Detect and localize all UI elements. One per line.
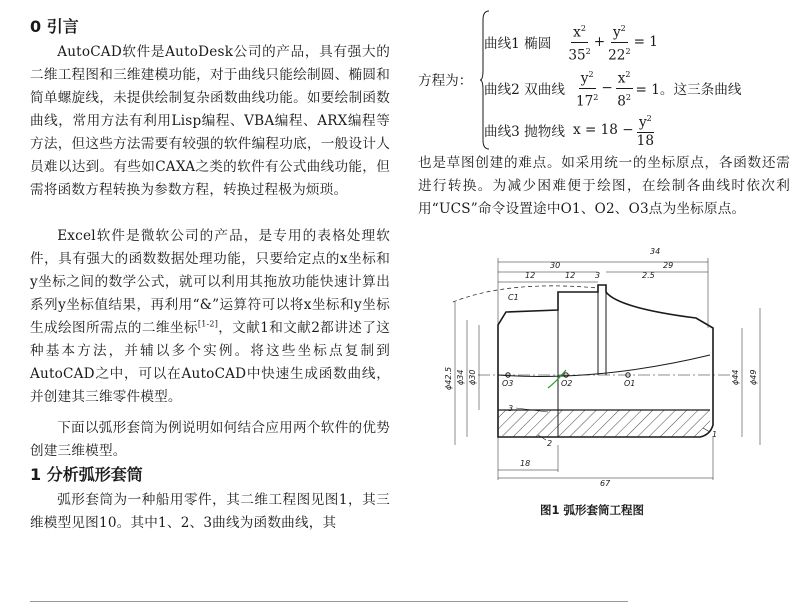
footer-rule (30, 601, 628, 602)
frac-1a-num: x (573, 24, 581, 41)
dim-3: 3 (595, 271, 601, 280)
dim-29: 29 (663, 261, 674, 270)
frac-2b-den-exp: 2 (625, 92, 631, 102)
frac-3-num-exp: 2 (646, 114, 652, 123)
frac-1b-num: y (612, 24, 621, 41)
dim-30: 30 (550, 261, 561, 270)
paragraph-example: 下面以弧形套筒为例说明如何结合应用两个软件的优势创建三维模型。 (30, 420, 390, 459)
curve-1-construction (453, 286, 598, 302)
frac-2a-num-exp: 2 (588, 70, 594, 79)
label-o2: O2 (561, 379, 573, 388)
frac-3 (637, 110, 654, 150)
dim-phi-34: ϕ34 (456, 369, 465, 385)
paragraph-excel (30, 225, 390, 409)
diameter-labels-right (731, 370, 758, 385)
curve-3-pre: x = 18 − (572, 121, 634, 138)
dim-67: 67 (600, 479, 611, 488)
frac-2a-num: y (580, 70, 589, 87)
label-curve-3: 3 (508, 404, 514, 413)
frac-2b-den: 8 (617, 93, 626, 110)
paragraph-excel-text-a: Excel软件是微软公司的产品，是专用的表格处理软件，具有强大的函数数据处理功能，只要给定点的x坐标和y坐标之间的数学公式，就可以利用其拖放功能快速计算出系列y坐标值结果，再利用“&”运算符可以将x坐标和y坐标生成绘图所需点的二维坐标 (30, 228, 390, 336)
curve-1-tail: = 1 (633, 34, 658, 51)
curve-1-label: 曲线1 椭圆 (484, 36, 552, 53)
curve-2-label: 曲线2 双曲线 (484, 82, 565, 99)
paragraph-analysis: 弧形套筒为一种船用零件，其二维工程图见图1，其三维模型见图10。其中1、2、3曲线为函数曲线，其 (30, 492, 390, 531)
label-o3: O3 (502, 379, 514, 388)
dim-34: 34 (650, 247, 661, 256)
hatched-section (498, 410, 710, 437)
label-curve-2: 2 (547, 439, 553, 448)
frac-1b-den-exp: 2 (625, 46, 631, 56)
dim-18: 18 (520, 459, 531, 468)
frac-2b-num-exp: 2 (625, 70, 631, 79)
frac-1a-den-exp: 2 (585, 46, 591, 56)
dim-12b: 12 (565, 271, 576, 280)
dim-phi-30: ϕ30 (468, 369, 477, 385)
curve-3-label: 曲线3 抛物线 (484, 123, 565, 140)
section-1-heading: 1 分析弧形套筒 (30, 465, 143, 484)
curve-2-tail: = 1。这三条曲线 (635, 82, 742, 99)
op-minus: − (601, 80, 613, 97)
diameter-labels-left (444, 367, 477, 390)
engineering-drawing (438, 240, 788, 490)
frac-1b (608, 20, 630, 64)
dim-phi-44: ϕ44 (731, 369, 740, 385)
frac-2b-num: x (617, 70, 626, 87)
label-o1: O1 (624, 379, 636, 388)
frac-2a-den: 17 (575, 93, 594, 110)
frac-3-den: 18 (636, 132, 654, 149)
paragraph-excel-text-b: ，文献1和文献2都讲述了这种基本方法，并辅以多个实例。将这些坐标点复制到AutoCAD之中，可以在AutoCAD中快速生成函数曲线，并创建其三维零件模型。 (30, 320, 390, 405)
section-0-heading: 0 引言 (30, 17, 79, 36)
frac-1a-den: 35 (568, 47, 586, 64)
dim-phi-42-5: ϕ42.5 (444, 366, 453, 390)
frac-1a (568, 20, 590, 64)
citation-ref[interactable]: [1-2] (197, 319, 219, 329)
equation-prefix: 方程为： (418, 73, 473, 89)
frac-3-num: y (638, 114, 647, 131)
frac-1a-num-exp: 2 (580, 24, 586, 33)
dim-phi-49: ϕ49 (749, 369, 758, 385)
equation-curve-1 (484, 20, 658, 64)
frac-1b-den: 22 (608, 47, 626, 64)
dim-12a: 12 (525, 271, 536, 280)
paragraph-autocad: AutoCAD软件是AutoDesk公司的产品，具有强大的二维工程图和三维建模功能，对于曲线只能绘制圆、椭圆和简单螺旋线，未提供绘制复杂函数曲线功能。如要绘制函数曲线，常用方法有利用Lisp编程、VBA编程、ARX编程等方法，但这些方法需要有较强的软件编程功底，一般设计人员难以达到。有些如CAXA之类的软件有公式曲线功能，但需将函数方程转换为参数方程，转换过程极为烦琐。 (30, 44, 390, 198)
label-c1: C1 (508, 293, 519, 302)
paragraph-coordinates: 也是草图创建的难点。如采用统一的坐标原点，各函数还需进行转换。为减少困难便于绘图，在绘制各曲线时依次利用“UCS”命令设置途中O1、O2、O3点为坐标原点。 (418, 155, 790, 217)
equation-curve-3 (484, 110, 657, 150)
op-plus: + (593, 34, 606, 51)
label-curve-1: 1 (712, 430, 718, 439)
equation-curve-2 (484, 66, 741, 110)
curve-inner (498, 355, 710, 376)
frac-2a-den-exp: 2 (593, 92, 599, 102)
frac-2b (616, 66, 633, 110)
dim-2-5: 2.5 (642, 271, 655, 280)
frac-2a (576, 66, 598, 110)
frac-1b-num-exp: 2 (620, 24, 626, 33)
figure-caption: 图1 弧形套筒工程图 (540, 503, 645, 517)
